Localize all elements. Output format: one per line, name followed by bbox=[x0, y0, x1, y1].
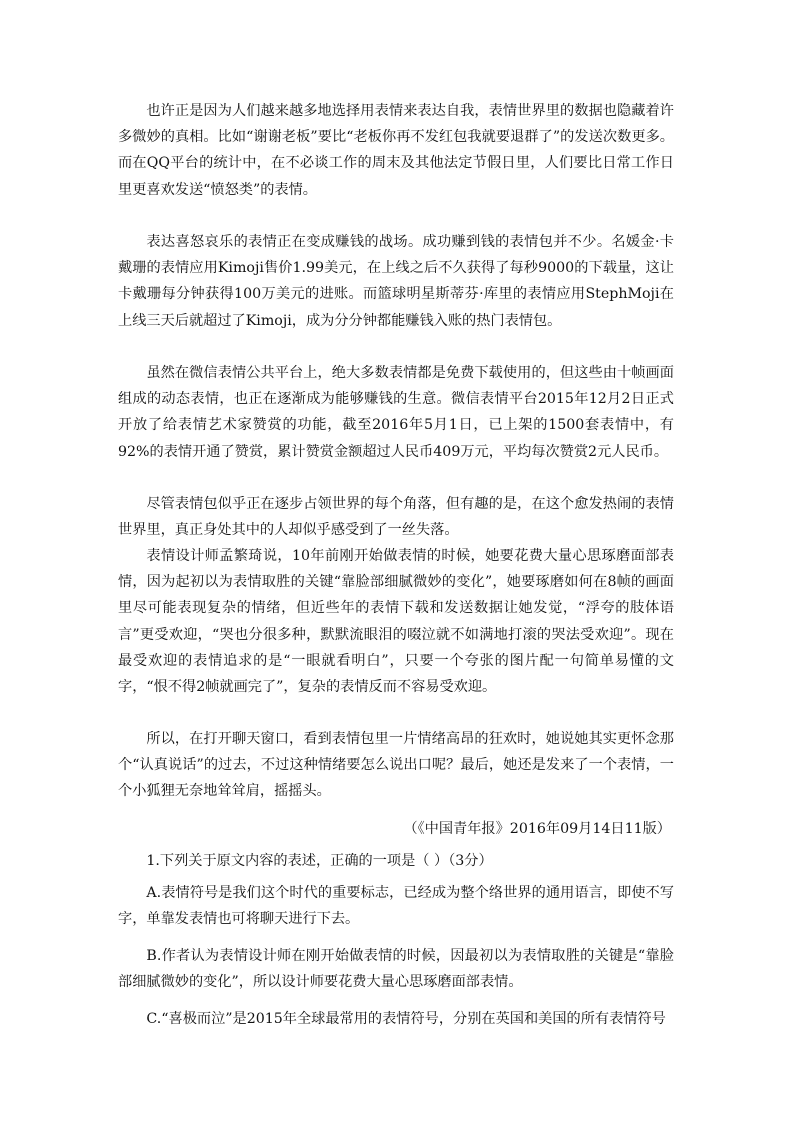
option-a: A.表情符号是我们这个时代的重要标志，已经成为整个络世界的通用语言，即使不写字，单靠发表情也可将聊天进行下去。 bbox=[118, 885, 674, 928]
paragraph-6: 所以，在打开聊天窗口，看到表情包里一片情绪高昂的狂欢时，她说她其实更怀念那个“认真说话”的过去，不过这种情绪要怎么说出口呢？最后，她还是发来了一个表情，一个小狐狸无奈地耸耸肩，摇摇头。 bbox=[118, 731, 674, 800]
paragraph-2: 表达喜怒哀乐的表情正在变成赚钱的战场。成功赚到钱的表情包并不少。名媛金·卡戴珊的表情应用Kimoji售价1.99美元，在上线之后不久获得了每秒9000的下载量，这让卡戴珊每分钟获得100万美元的进账。而篮球明星斯蒂芬·库里的表情应用StephMoji在上线三天后就超过了Kimoji，成为分分钟都能赚钱入账的热门表情包。 bbox=[118, 234, 674, 329]
paragraph-4: 尽管表情包似乎正在逐步占领世界的每个角落，但有趣的是，在这个愈发热闹的表情世界里，真正身处其中的人却似乎感受到了一丝失落。 bbox=[118, 496, 674, 539]
option-b: B.作者认为表情设计师在刚开始做表情的时候，因最初以为表情取胜的关键是“靠脸部细腻微妙的变化”，所以设计师要花费大量心思琢磨面部表情。 bbox=[118, 948, 674, 991]
article-source: （《中国青年报》2016年09月14日11版） bbox=[403, 821, 671, 837]
question-stem: 1.下列关于原文内容的表述，正确的一项是（ ）（3分） bbox=[146, 853, 493, 869]
paragraph-5: 表情设计师孟繁琦说，10年前刚开始做表情的时候，她要花费大量心思琢磨面部表情，因为起初以为表情取胜的关键“靠脸部细腻微妙的变化”，她要琢磨如何在8帧的画面里尽可能表现复杂的情绪，但近些年的表情下载和发送数据让她发觉，“浮夸的肢体语言”更受欢迎，“哭也分很多种，默默流眼泪的啜泣就不如满地打滚的哭法受欢迎”。现在最受欢迎的表情追求的是“一眼就看明白”，只要一个夸张的图片配一句简单易懂的文字，“恨不得2帧就画完了”，复杂的表情反而不容易受欢迎。 bbox=[118, 548, 674, 696]
paragraph-3: 虽然在微信表情公共平台上，绝大多数表情都是免费下载使用的，但这些由十帧画面组成的动态表情，也正在逐渐成为能够赚钱的生意。微信表情平台2015年12月2日正式开放了给表情艺术家赞赏的功能，截至2016年5月1日，已上架的1500套表情中，有92%的表情开通了赞赏，累计赞赏金额超过人民币409万元，平均每次赞赏2元人民币。 bbox=[118, 365, 674, 460]
option-c: C.“喜极而泣”是2015年全球最常用的表情符号，分别在英国和美国的所有表情符号 bbox=[146, 1011, 666, 1027]
paragraph-1: 也许正是因为人们越来越多地选择用表情来表达自我，表情世界里的数据也隐藏着许多微妙的真相。比如“谢谢老板”要比“老板你再不发红包我就要退群了”的发送次数更多。而在QQ平台的统计中，在不必谈工作的周末及其他法定节假日里，人们要比日常工作日里更喜欢发送“愤怒类”的表情。 bbox=[118, 103, 674, 198]
